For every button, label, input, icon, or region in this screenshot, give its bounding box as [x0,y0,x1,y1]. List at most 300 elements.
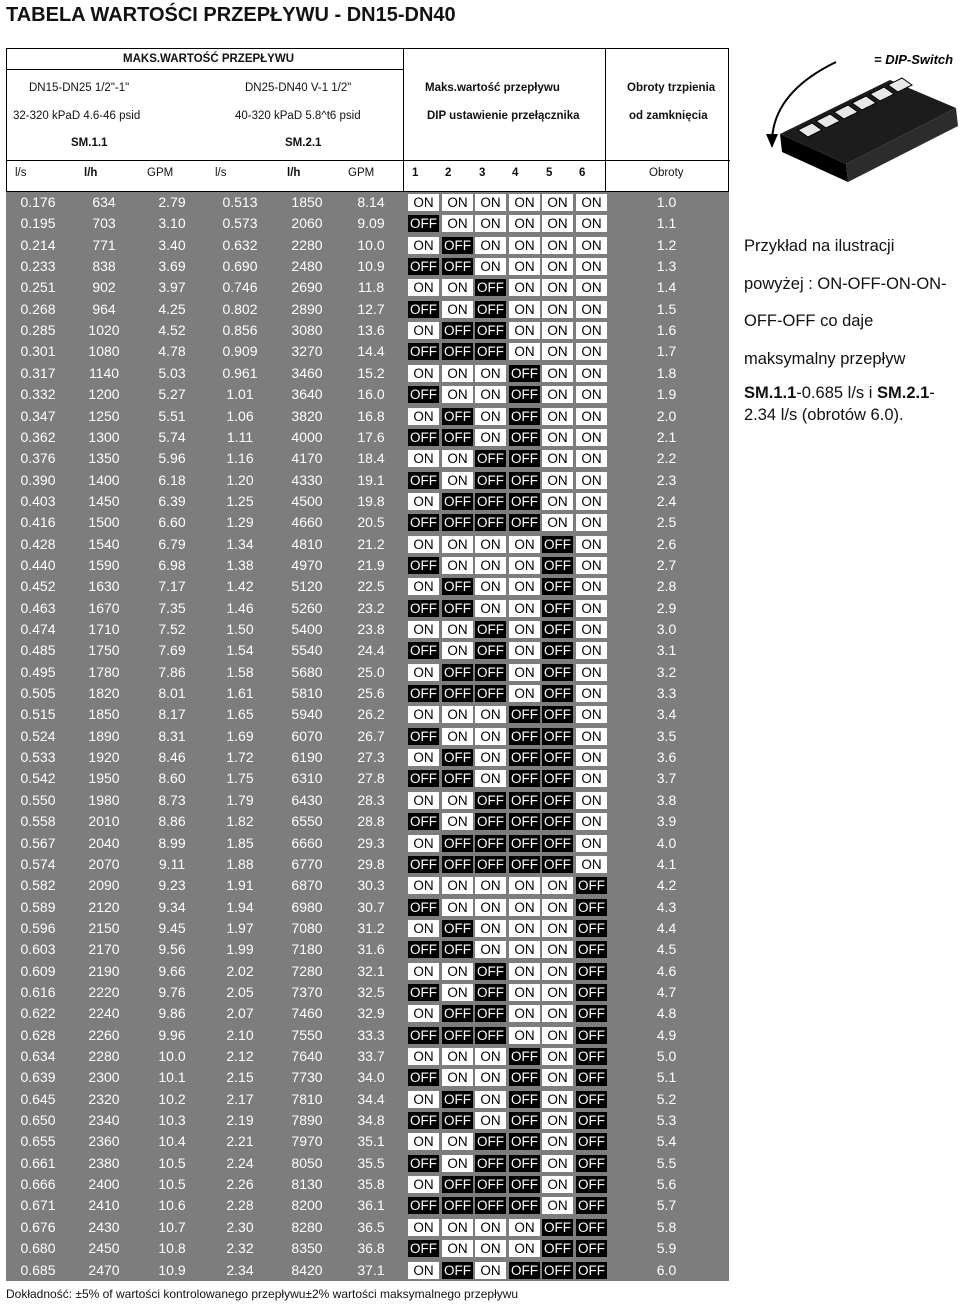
cell-sm11-lh: 1020 [88,322,120,339]
cell-sm21-lh: 8130 [291,1176,323,1193]
switch-1-state: OFF [410,1027,437,1043]
switch-2-state: OFF [444,259,471,275]
cell-sm21-ls: 0.746 [222,279,258,296]
switch-4-state: ON [509,322,540,339]
switch-6-state: ON [576,621,607,638]
switch-2-state: ON [442,301,473,318]
col-header-switch-3: 3 [479,167,486,179]
cell-sm21-gpm: 17.6 [357,428,385,445]
header-dip-title: Maks.wartość przepływu [425,82,560,94]
cell-sm21-gpm: 19.8 [357,492,385,509]
cell-sm21-lh: 3640 [291,386,323,403]
cell-sm11-gpm: 3.97 [158,279,186,296]
cell-sm21-ls: 2.05 [226,983,254,1000]
switch-4-state: ON [509,557,540,574]
cell-sm11-lh: 838 [92,258,116,275]
note-line: OFF-OFF co daje [744,312,874,330]
switch-2-state: OFF [444,408,471,424]
cell-turns: 5.5 [656,1154,677,1171]
col-header-gpm: GPM [147,167,174,179]
cell-sm21-ls: 2.02 [226,962,254,979]
switch-6-state: OFF [578,1027,605,1043]
switch-4-state: OFF [511,792,538,808]
switch-1-state: OFF [410,728,437,744]
switch-1-state: ON [408,279,439,296]
cell-sm11-gpm: 5.96 [158,450,186,467]
switch-5-state: ON [542,408,573,425]
table-row [6,491,729,511]
cell-sm11-gpm: 7.69 [158,642,186,659]
cell-sm11-gpm: 10.0 [158,1048,186,1064]
table-row [6,811,729,831]
cell-sm11-ls: 0.685 [20,1261,56,1278]
cell-turns: 5.0 [656,1048,677,1064]
cell-sm21-ls: 1.97 [226,919,254,936]
switch-3-state: ON [475,215,506,232]
cell-sm11-lh: 2280 [88,1048,120,1064]
switch-3-state: ON [475,899,506,916]
switch-2-state: ON [442,1219,473,1236]
cell-sm11-lh: 2150 [88,919,120,936]
switch-5-state: ON [542,279,573,296]
cell-sm21-ls: 1.72 [226,749,254,766]
switch-5-state: OFF [544,1241,571,1257]
switch-6-state: OFF [578,1070,605,1086]
cell-sm21-gpm: 29.8 [357,855,385,872]
switch-4-state: OFF [511,1113,538,1129]
header-turns-title: Obroty trzpienia [627,82,716,94]
cell-sm11-ls: 0.233 [20,258,56,275]
cell-sm11-gpm: 4.25 [158,300,186,317]
cell-sm11-lh: 2260 [88,1026,120,1043]
cell-sm21-ls: 1.29 [226,514,254,531]
cell-sm21-lh: 2890 [291,300,323,317]
switch-6-state: ON [576,706,607,723]
cell-sm11-lh: 2010 [88,813,120,830]
cell-sm11-ls: 0.251 [20,279,56,296]
header-divider [605,49,606,191]
cell-sm11-gpm: 10.3 [158,1112,186,1129]
switch-5-state: OFF [544,707,571,723]
table-row [6,1195,729,1215]
cell-sm11-lh: 1630 [88,578,120,595]
cell-sm21-lh: 7080 [291,919,323,936]
cell-sm21-lh: 4000 [291,428,323,445]
switch-6-state: ON [576,301,607,318]
switch-5-state: ON [542,899,573,916]
cell-sm11-gpm: 5.51 [158,407,186,424]
cell-sm11-lh: 2170 [88,941,120,958]
cell-sm21-gpm: 26.7 [357,727,385,744]
switch-1-state: OFF [410,472,437,488]
cell-sm21-ls: 0.856 [222,322,258,339]
table-row [6,875,729,895]
switch-5-state: ON [542,258,573,275]
switch-4-state: ON [509,194,540,211]
switch-1-state: OFF [410,387,437,403]
cell-sm21-lh: 4810 [291,535,323,552]
cell-sm11-ls: 0.574 [20,855,56,872]
cell-sm11-lh: 1500 [88,514,120,531]
switch-3-state: ON [475,1048,506,1065]
table-row [6,939,729,959]
cell-sm21-gpm: 25.0 [357,663,385,680]
cell-sm11-gpm: 5.03 [158,364,186,381]
cell-sm21-ls: 1.11 [226,428,254,445]
cell-sm11-gpm: 8.86 [158,813,186,830]
col-header-switch-6: 6 [579,167,586,179]
switch-2-state: ON [442,963,473,980]
switch-3-state: ON [475,429,506,446]
switch-4-state: OFF [511,1262,538,1278]
cell-sm11-lh: 2430 [88,1218,120,1235]
switch-6-state: ON [576,450,607,467]
cell-turns: 4.2 [656,877,677,894]
cell-sm11-ls: 0.666 [20,1176,56,1193]
table-row [6,406,729,426]
cell-sm11-gpm: 10.9 [158,1261,186,1278]
note-line: Przykład na ilustracji [744,237,895,255]
cell-sm21-lh: 7730 [291,1069,323,1086]
cell-sm11-ls: 0.671 [20,1197,56,1214]
switch-2-state: OFF [444,600,471,616]
cell-sm21-ls: 1.38 [226,556,254,573]
cell-sm11-gpm: 7.86 [158,663,186,680]
switch-1-state: OFF [410,515,437,531]
cell-sm21-ls: 1.50 [226,621,254,637]
switch-3-state: OFF [477,451,504,467]
cell-sm11-lh: 2040 [88,834,120,851]
switch-5-state: ON [542,877,573,894]
switch-2-state: ON [442,450,473,467]
switch-3-state: OFF [477,323,504,339]
table-row [6,1046,729,1066]
cell-sm21-ls: 0.802 [222,300,258,317]
cell-sm21-gpm: 34.4 [357,1090,385,1107]
cell-sm21-ls: 1.94 [226,898,254,915]
switch-1-state: OFF [410,1070,437,1086]
switch-4-state: OFF [511,750,538,766]
example-note [744,228,956,426]
cell-sm11-lh: 2300 [88,1069,120,1086]
cell-sm11-lh: 2120 [88,898,120,915]
cell-sm21-lh: 2690 [291,279,323,296]
switch-2-state: OFF [444,344,471,360]
cell-sm11-gpm: 6.98 [158,556,186,573]
switch-1-state: ON [408,1048,439,1065]
cell-sm11-gpm: 7.52 [158,621,186,637]
cell-sm21-ls: 0.513 [222,194,258,210]
cell-sm11-ls: 0.440 [20,556,56,573]
cell-sm11-gpm: 10.5 [158,1176,186,1193]
col-header-ls: l/s [15,167,27,179]
header-right-size: DN25-DN40 V-1 1/2" [245,82,352,94]
cell-sm11-lh: 771 [92,236,116,253]
switch-3-state: OFF [477,856,504,872]
cell-sm21-ls: 0.632 [222,236,258,253]
switch-4-state: OFF [511,429,538,445]
switch-2-state: OFF [444,515,471,531]
cell-sm11-gpm: 9.34 [158,898,186,915]
switch-1-state: ON [408,1005,439,1022]
cell-sm21-gpm: 10.9 [357,258,385,275]
cell-sm11-ls: 0.628 [20,1026,56,1043]
table-row [6,982,729,1002]
cell-sm11-ls: 0.495 [20,663,56,680]
cell-sm21-lh: 2060 [291,215,323,232]
cell-sm21-ls: 1.34 [226,535,254,552]
table-row [6,747,729,767]
switch-1-state: ON [408,1219,439,1236]
switch-4-state: ON [509,899,540,916]
cell-sm21-ls: 1.42 [226,578,254,595]
cell-sm11-gpm: 5.27 [158,386,186,403]
switch-4-state: ON [509,1005,540,1022]
switch-2-state: ON [442,365,473,382]
switch-6-state: ON [576,536,607,553]
cell-sm11-gpm: 7.17 [158,578,186,595]
cell-sm21-gpm: 35.8 [357,1176,385,1193]
cell-sm11-ls: 0.567 [20,834,56,851]
switch-5-state: OFF [544,814,571,830]
switch-1-state: OFF [410,344,437,360]
cell-sm11-lh: 902 [92,279,116,296]
cell-sm21-lh: 7550 [291,1026,323,1043]
switch-5-state: OFF [544,536,571,552]
cell-turns: 1.7 [656,343,677,360]
cell-sm11-ls: 0.214 [20,236,56,253]
cell-turns: 4.5 [656,941,677,958]
header-dip-subtitle: DIP ustawienie przełącznika [427,110,580,122]
cell-sm11-lh: 2190 [88,962,120,979]
switch-4-state: ON [509,664,540,681]
cell-sm11-lh: 2380 [88,1154,120,1171]
switch-6-state: OFF [578,1049,605,1064]
switch-5-state: OFF [544,1219,571,1235]
table-row [6,598,729,618]
table-row [6,1153,729,1173]
cell-sm21-lh: 7180 [291,941,323,958]
switch-6-state: OFF [578,1134,605,1150]
switch-4-state: OFF [511,365,538,381]
cell-sm21-ls: 2.19 [226,1112,254,1129]
cell-sm11-ls: 0.301 [20,343,56,360]
switch-5-state: OFF [544,750,571,766]
switch-6-state: OFF [578,899,605,915]
cell-turns: 2.7 [656,556,677,573]
cell-sm21-lh: 5810 [291,685,323,702]
switch-4-state: ON [509,984,540,1001]
cell-turns: 1.5 [656,300,677,317]
cell-sm11-lh: 703 [92,215,116,232]
switch-4-state: ON [509,963,540,980]
cell-turns: 4.6 [656,962,677,979]
cell-sm11-ls: 0.533 [20,749,56,766]
switch-4-state: OFF [511,1134,538,1150]
cell-sm21-lh: 5260 [291,599,323,616]
cell-turns: 5.4 [656,1133,677,1150]
table-row [6,1174,729,1194]
cell-sm21-gpm: 30.7 [357,898,385,915]
cell-sm21-gpm: 32.9 [357,1005,385,1022]
cell-sm11-lh: 964 [92,300,116,317]
cell-turns: 3.2 [656,663,677,680]
switch-2-state: ON [442,536,473,553]
cell-sm21-lh: 5940 [291,706,323,723]
cell-sm11-ls: 0.603 [20,941,56,958]
switch-5-state: ON [542,301,573,318]
cell-sm21-lh: 6430 [291,791,323,808]
cell-sm21-lh: 7370 [291,983,323,1000]
cell-sm11-lh: 2340 [88,1112,120,1129]
cell-turns: 5.9 [656,1240,677,1257]
cell-turns: 3.7 [656,770,677,787]
switch-2-state: ON [442,1048,473,1065]
switch-1-state: ON [408,322,439,339]
cell-sm11-gpm: 10.2 [158,1090,186,1107]
table-row [6,1089,729,1109]
accuracy-footnote: Dokładność: ±5% of wartości kontrolowanego przepływu±2% wartości maksymalnego przepływu [6,1287,519,1301]
cell-sm11-ls: 0.285 [20,322,56,339]
header-left-size: DN15-DN25 1/2"-1" [29,82,130,94]
switch-2-state: OFF [444,1113,471,1129]
header-divider [403,49,404,191]
switch-5-state: OFF [544,622,571,637]
switch-2-state: ON [442,706,473,723]
cell-sm11-gpm: 10.6 [158,1197,186,1214]
switch-3-state: ON [475,536,506,553]
cell-sm11-lh: 1820 [88,685,120,702]
cell-sm21-gpm: 31.2 [357,919,385,936]
cell-sm21-gpm: 34.8 [357,1112,385,1129]
cell-sm21-lh: 3270 [291,343,323,360]
switch-4-state: OFF [511,451,538,467]
cell-sm21-lh: 2480 [291,258,323,275]
table-row [6,833,729,853]
switch-4-state: OFF [511,1091,538,1107]
cell-turns: 5.1 [656,1069,677,1086]
cell-sm21-lh: 6870 [291,877,323,894]
cell-sm11-lh: 1710 [88,621,120,637]
switch-4-state: OFF [511,515,538,531]
col-header-switch-2: 2 [445,167,452,179]
table-row [6,448,729,468]
switch-4-state: ON [509,237,540,254]
cell-sm11-lh: 1890 [88,727,120,744]
switch-4-state: OFF [511,814,538,830]
cell-sm11-lh: 1980 [88,791,120,808]
cell-sm21-ls: 1.82 [226,813,254,830]
cell-turns: 5.8 [656,1218,677,1235]
cell-sm21-ls: 1.01 [226,386,254,403]
switch-2-state: ON [442,642,473,659]
cell-turns: 4.9 [656,1026,677,1043]
switch-3-state: ON [475,386,506,403]
note-result [744,382,956,426]
switch-1-state: ON [408,365,439,382]
switch-3-state: OFF [477,984,504,1000]
switch-1-state: OFF [410,557,437,573]
table-row [6,555,729,575]
cell-turns: 1.6 [656,322,677,339]
switch-3-state: OFF [477,1177,504,1193]
switch-4-state: ON [509,215,540,232]
cell-sm21-ls: 1.16 [226,450,254,467]
cell-sm11-ls: 0.582 [20,877,56,894]
switch-2-state: OFF [444,686,471,702]
switch-3-state: ON [475,749,506,766]
switch-3-state: ON [475,557,506,574]
cell-sm21-ls: 2.24 [226,1154,254,1171]
switch-3-state: OFF [477,1155,504,1171]
cell-sm21-lh: 2280 [291,236,323,253]
switch-3-state: ON [475,1262,506,1279]
switch-5-state: ON [542,920,573,937]
cell-sm21-gpm: 9.09 [357,215,385,232]
cell-sm21-ls: 1.69 [226,727,254,744]
switch-1-state: OFF [410,814,437,830]
switch-3-state: ON [475,237,506,254]
table-row [6,256,729,276]
cell-sm21-ls: 1.58 [226,663,254,680]
cell-sm11-ls: 0.463 [20,599,56,616]
cell-sm11-gpm: 9.66 [158,962,186,979]
cell-turns: 1.2 [656,236,677,253]
table-row [6,790,729,810]
cell-sm21-gpm: 23.8 [357,621,385,637]
switch-1-state: ON [408,706,439,723]
switch-2-state: ON [442,1069,473,1086]
switch-2-state: ON [442,472,473,489]
cell-sm21-gpm: 16.8 [357,407,385,424]
switch-1-state: ON [408,1262,439,1279]
switch-5-state: ON [542,1197,573,1214]
switch-6-state: ON [576,194,607,211]
cell-sm11-ls: 0.390 [20,471,56,488]
table-row [6,235,729,255]
cell-sm21-gpm: 19.1 [357,471,385,488]
switch-6-state: OFF [578,1006,605,1022]
switch-6-state: OFF [578,984,605,1000]
cell-sm21-gpm: 14.4 [357,343,385,360]
cell-sm11-lh: 1300 [88,428,120,445]
switch-6-state: ON [576,856,607,873]
switch-1-state: OFF [410,1155,437,1171]
flow-table-body [6,192,729,1281]
header-turns-subtitle: od zamknięcia [629,110,708,122]
cell-sm11-gpm: 8.31 [158,727,186,744]
switch-3-state: OFF [477,963,504,979]
cell-sm11-lh: 1200 [88,386,120,403]
cell-sm21-lh: 8200 [291,1197,323,1214]
table-row [6,854,729,874]
cell-sm21-gpm: 24.4 [357,642,385,659]
cell-sm11-gpm: 9.23 [158,877,186,894]
switch-3-state: ON [475,920,506,937]
cell-sm11-lh: 1540 [88,535,120,552]
cell-turns: 5.7 [656,1197,677,1214]
col-header-switch-4: 4 [512,167,519,179]
cell-sm21-ls: 2.21 [226,1133,254,1150]
cell-sm11-ls: 0.268 [20,300,56,317]
cell-sm11-lh: 2240 [88,1005,120,1022]
switch-3-state: ON [475,728,506,745]
cell-sm11-ls: 0.639 [20,1069,56,1086]
switch-1-state: ON [408,408,439,425]
table-row [6,341,729,361]
cell-sm21-ls: 1.65 [226,706,254,723]
switch-2-state: OFF [444,920,471,936]
